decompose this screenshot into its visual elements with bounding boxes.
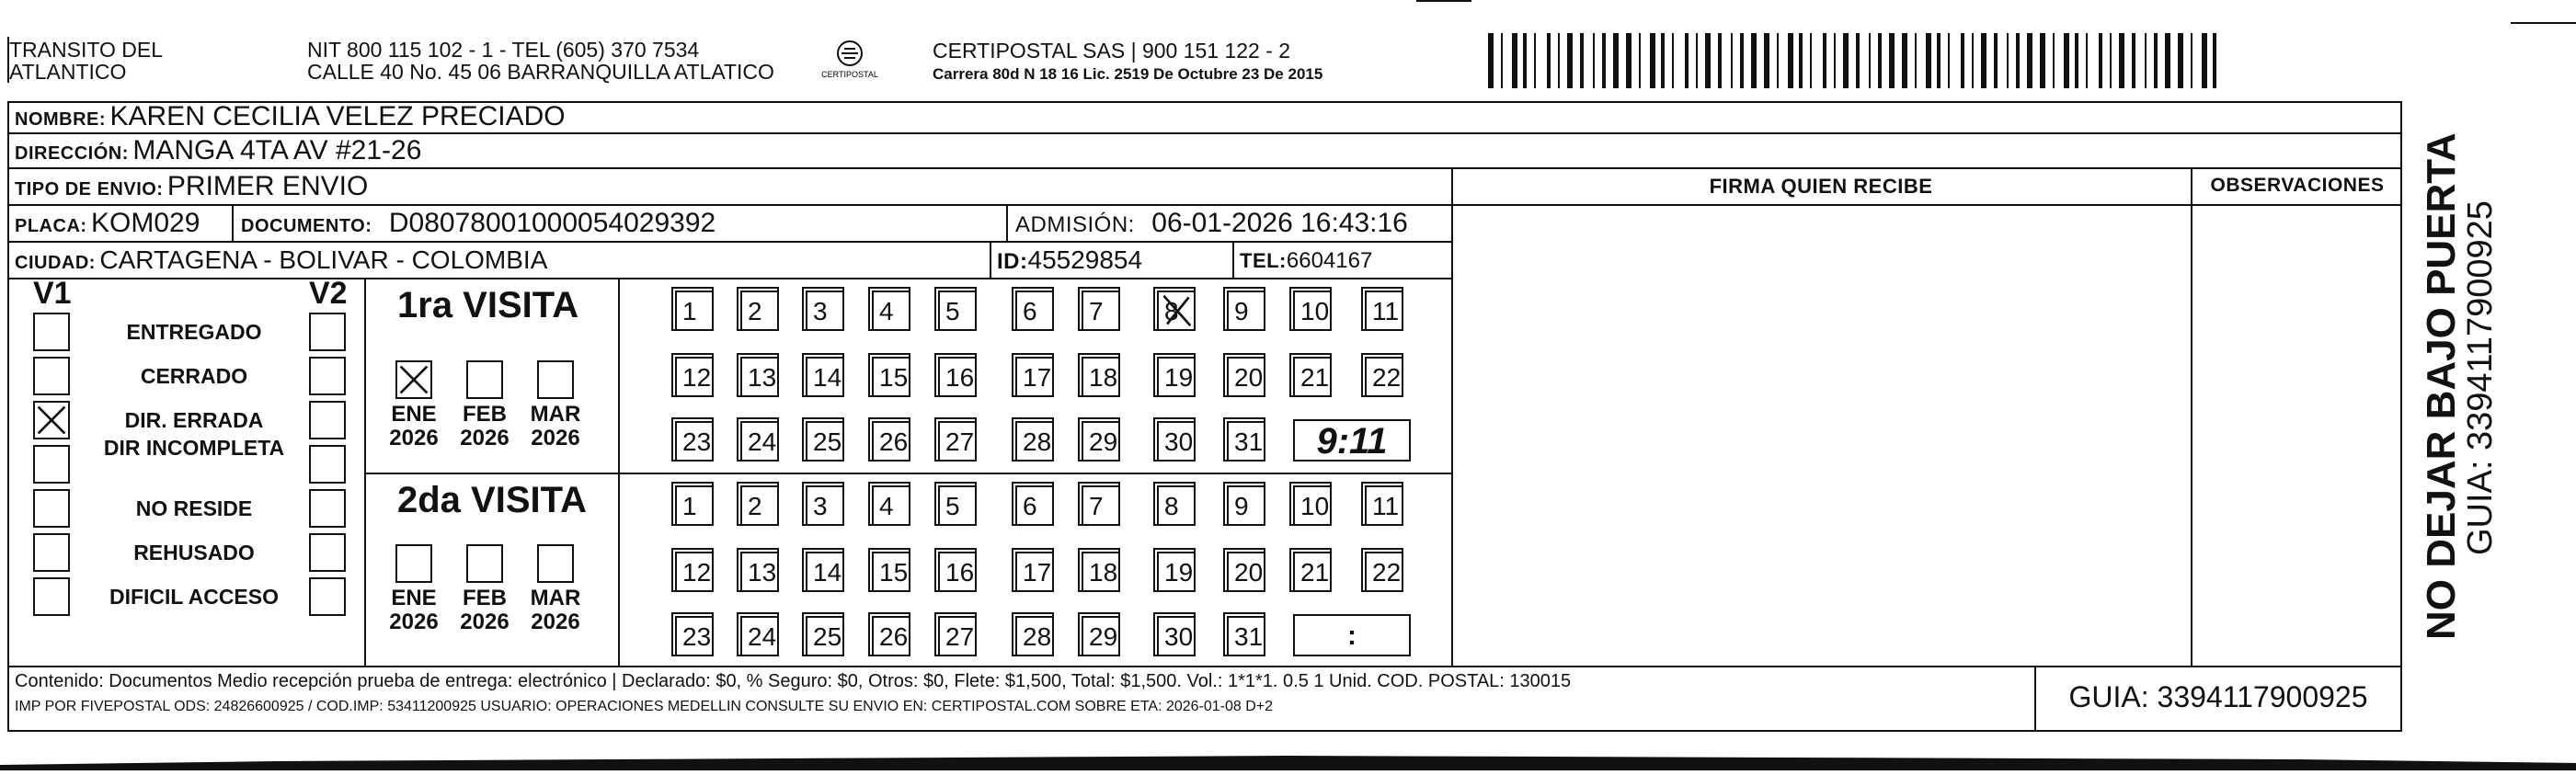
day-box[interactable] [938, 291, 977, 331]
day-number: 20 [1234, 558, 1264, 587]
v1-checkbox[interactable] [33, 533, 70, 572]
day-number: 27 [945, 427, 975, 456]
day-box[interactable] [1082, 357, 1120, 397]
observaciones-header: OBSERVACIONES [2210, 175, 2385, 196]
day-box[interactable] [1015, 291, 1054, 331]
address-line: CALLE 40 No. 45 06 BARRANQUILLA ATLATICO [307, 60, 774, 84]
day-number: 21 [1300, 558, 1330, 587]
day-number: 7 [1089, 297, 1104, 325]
status-label: REHUSADO [133, 541, 255, 564]
month-label [528, 587, 583, 634]
day-box[interactable] [1293, 291, 1332, 331]
day-number: 6 [1023, 297, 1037, 325]
day-box[interactable] [1227, 616, 1265, 656]
month-year: 2026 [389, 426, 439, 450]
day-box[interactable] [1365, 357, 1403, 397]
day-box[interactable] [675, 616, 714, 656]
month-label [457, 403, 512, 450]
courier-line-2: Carrera 80d N 18 16 Lic. 2519 De Octubre 23 De 2015 [933, 65, 1323, 83]
day-number: 17 [1023, 558, 1052, 587]
v2-checkbox[interactable] [309, 489, 346, 528]
day-number: 16 [945, 558, 975, 587]
day-box[interactable] [1293, 485, 1332, 526]
status-label: DIR. ERRADA [124, 408, 264, 432]
month-label [457, 587, 512, 634]
v2-checkbox[interactable] [309, 357, 346, 395]
day-box[interactable] [806, 485, 844, 526]
day-box[interactable] [938, 485, 977, 526]
ciudad-label: CIUDAD: [15, 253, 96, 273]
day-number: 11 [1372, 492, 1400, 520]
day-number: 3 [813, 492, 828, 520]
day-number: 19 [1164, 558, 1194, 587]
month-checkbox[interactable] [466, 360, 503, 399]
firma-area[interactable] [1453, 206, 2189, 664]
day-number: 5 [945, 297, 960, 325]
day-number: 30 [1164, 427, 1194, 456]
day-number: 31 [1234, 622, 1264, 651]
firma-header: FIRMA QUIEN RECIBE [1709, 175, 1933, 198]
day-number: 24 [748, 622, 777, 651]
day-number: 23 [682, 622, 712, 651]
certipostal-logo [813, 37, 887, 83]
month-checkbox[interactable] [395, 360, 432, 399]
month-name: FEB [463, 402, 507, 427]
status-label: ENTREGADO [126, 320, 262, 344]
day-box[interactable] [872, 616, 910, 656]
ciudad-value: CARTAGENA - BOLIVAR - COLOMBIA [99, 245, 548, 274]
day-number: 10 [1300, 492, 1330, 520]
day-box[interactable] [675, 552, 714, 592]
placa-label: PLACA: [15, 216, 87, 236]
day-box[interactable] [1157, 357, 1196, 397]
month-label [386, 587, 441, 634]
ciudad-field [15, 243, 547, 282]
placa-field [15, 206, 200, 245]
month-checkbox[interactable] [466, 544, 503, 583]
day-box[interactable] [806, 291, 844, 331]
day-number: 30 [1164, 622, 1194, 651]
day-box[interactable] [872, 421, 910, 462]
month-checkbox[interactable] [395, 544, 432, 583]
day-number: 13 [748, 363, 777, 392]
day-box[interactable] [1082, 421, 1120, 462]
documento-label: DOCUMENTO: [241, 216, 372, 236]
tipo-envio-field [15, 169, 368, 209]
barcode [1488, 33, 2219, 88]
day-box[interactable] [1157, 291, 1196, 331]
status-label: NO RESIDE [135, 496, 253, 520]
day-box[interactable] [675, 485, 714, 526]
admision-field [1015, 206, 1408, 245]
day-number: 16 [945, 363, 975, 392]
visit2-title: 2da VISITA [397, 480, 587, 520]
day-number: 24 [748, 427, 777, 456]
v2-checkbox[interactable] [309, 577, 346, 616]
day-box[interactable] [806, 421, 844, 462]
day-number: 4 [879, 492, 894, 520]
day-number: 2 [748, 492, 762, 520]
day-number: 17 [1023, 363, 1052, 392]
day-number: 6 [1023, 492, 1037, 520]
month-name: MAR [530, 586, 581, 610]
observaciones-area[interactable] [2192, 206, 2400, 664]
day-box[interactable] [938, 357, 977, 397]
direccion-label: DIRECCIÓN: [15, 143, 129, 164]
day-box[interactable] [1293, 357, 1332, 397]
day-box[interactable] [1082, 616, 1120, 656]
v1-checkbox[interactable] [33, 577, 70, 616]
day-box[interactable] [1157, 616, 1196, 656]
day-number: 2 [748, 297, 762, 325]
day-number: 3 [813, 297, 828, 325]
day-number: 5 [945, 492, 960, 520]
v2-checkbox[interactable] [309, 445, 346, 484]
month-year: 2026 [460, 426, 509, 450]
day-number: 31 [1234, 427, 1264, 456]
day-number: 14 [813, 558, 842, 587]
nombre-value: KAREN CECILIA VELEZ PRECIADO [109, 101, 566, 131]
day-number: 15 [879, 558, 909, 587]
day-number: 25 [813, 622, 842, 651]
day-box[interactable] [938, 421, 977, 462]
v1-checkbox[interactable] [33, 401, 70, 439]
day-number: 18 [1089, 363, 1118, 392]
day-box[interactable] [938, 616, 977, 656]
logo-text: CERTIPOSTAL [821, 70, 878, 79]
day-box[interactable] [1082, 485, 1120, 526]
id-value: 45529854 [1027, 245, 1143, 274]
side-guia: GUIA: 3394117900925 [2461, 200, 2500, 555]
day-box[interactable] [1082, 552, 1120, 592]
day-number: 20 [1234, 363, 1264, 392]
day-box[interactable] [1365, 291, 1403, 331]
day-box[interactable] [740, 616, 779, 656]
id-label: ID: [997, 249, 1028, 274]
nombre-label: NOMBRE: [15, 109, 107, 130]
day-number: 27 [945, 622, 975, 651]
day-box[interactable] [1015, 485, 1054, 526]
footer-content-line: Contenido: Documentos Medio recepción prueba de entrega: electrónico | Declarado: $0, % Seguro: $0, Otros: $0, Flete: $1,500, Total: $1,500. Vol.: 1*1*1. 0.5 1 Unid. COD. POSTAL: 130015 [15, 671, 1572, 691]
day-box[interactable] [1015, 421, 1054, 462]
status-label: DIR INCOMPLETA [103, 436, 285, 460]
day-box[interactable] [675, 291, 714, 331]
day-number: 11 [1372, 297, 1400, 325]
day-box[interactable] [872, 357, 910, 397]
day-number: 15 [879, 363, 909, 392]
tel-value: 6604167 [1286, 248, 1373, 273]
day-number: 18 [1089, 558, 1118, 587]
direccion-field [15, 134, 421, 172]
day-number: 12 [682, 558, 712, 587]
day-box[interactable] [1015, 552, 1054, 592]
admision-value: 06-01-2026 16:43:16 [1151, 208, 1408, 238]
nombre-field [15, 101, 566, 137]
v2-header: V2 [309, 276, 348, 311]
visit-time-box[interactable]: 9:11 [1293, 419, 1411, 462]
month-year: 2026 [389, 610, 439, 634]
month-year: 2026 [531, 610, 580, 634]
day-number: 28 [1023, 622, 1052, 651]
status-label: DIFICIL ACCESO [109, 585, 279, 609]
id-field [997, 243, 1142, 282]
day-number: 26 [879, 427, 909, 456]
courier-info [933, 39, 1322, 84]
day-box[interactable] [806, 552, 844, 592]
day-box[interactable] [1015, 357, 1054, 397]
month-name: FEB [463, 586, 507, 610]
company-line-2: ATLANTICO [9, 60, 127, 84]
day-box[interactable] [1227, 421, 1265, 462]
footer-print-line: IMP POR FIVEPOSTAL ODS: 24826600925 / COD.IMP: 53411200925 USUARIO: OPERACIONES MEDELLIN CONSULTE SU ENVIO EN: CERTIPOSTAL.COM SOBRE ETA: 2026-01-08 D+2 [15, 699, 1274, 714]
day-number: 7 [1089, 492, 1104, 520]
day-number: 14 [813, 363, 842, 392]
v1-header: V1 [33, 276, 72, 311]
day-box[interactable] [740, 291, 779, 331]
company-name [9, 39, 163, 83]
day-box[interactable] [1227, 291, 1265, 331]
v2-checkbox[interactable] [309, 533, 346, 572]
day-box[interactable] [675, 357, 714, 397]
day-box[interactable] [1227, 485, 1265, 526]
admision-label: ADMISIÓN: [1015, 212, 1135, 237]
day-box[interactable] [1157, 552, 1196, 592]
v1-checkbox[interactable] [33, 313, 70, 351]
month-label [386, 403, 441, 450]
v1-checkbox[interactable] [33, 357, 70, 395]
month-name: MAR [530, 402, 581, 427]
day-box[interactable] [1365, 552, 1403, 592]
month-checkbox[interactable] [537, 360, 574, 399]
day-box[interactable] [740, 552, 779, 592]
day-box[interactable] [1227, 552, 1265, 592]
day-box[interactable] [1227, 357, 1265, 397]
visit-time-box[interactable]: : [1293, 614, 1411, 656]
day-number: 29 [1089, 427, 1118, 456]
nit-line: NIT 800 115 102 - 1 - TEL (605) 370 7534 [307, 38, 700, 62]
documento-value: D080780010000540293​92 [388, 208, 716, 238]
day-number: 26 [879, 622, 909, 651]
day-box[interactable] [1157, 485, 1196, 526]
day-box[interactable] [740, 421, 779, 462]
status-label: CERRADO [140, 364, 248, 388]
day-number: 19 [1164, 363, 1194, 392]
day-number: 29 [1089, 622, 1118, 651]
v1-checkbox[interactable] [33, 445, 70, 484]
day-number: 9 [1234, 297, 1249, 325]
day-box[interactable] [872, 485, 910, 526]
day-box[interactable] [1015, 616, 1054, 656]
day-number: 12 [682, 363, 712, 392]
direccion-value: MANGA 4TA AV #21-26 [132, 135, 422, 165]
day-number: 8 [1164, 297, 1179, 325]
day-box[interactable] [740, 485, 779, 526]
day-box[interactable] [872, 552, 910, 592]
day-number: 9 [1234, 492, 1249, 520]
day-number: 13 [748, 558, 777, 587]
day-box[interactable] [806, 357, 844, 397]
month-name: ENE [391, 402, 437, 427]
v1-checkbox[interactable] [33, 489, 70, 528]
tipo-envio-value: PRIMER ENVIO [166, 171, 369, 201]
no-dejar-bajo-puerta: NO DEJAR BAJO PUERTA [2419, 132, 2464, 640]
day-number: 22 [1372, 363, 1402, 392]
day-box[interactable] [938, 552, 977, 592]
documento-field [241, 206, 716, 245]
company-contact [307, 39, 774, 83]
month-year: 2026 [460, 610, 509, 634]
day-box[interactable] [872, 291, 910, 331]
month-checkbox[interactable] [537, 544, 574, 583]
day-box[interactable] [1157, 421, 1196, 462]
day-number: 1 [682, 492, 697, 520]
day-number: 23 [682, 427, 712, 456]
courier-line-1: CERTIPOSTAL SAS | 900 151 122 - 2 [933, 39, 1291, 63]
month-name: ENE [391, 586, 437, 610]
day-box[interactable] [1293, 552, 1332, 592]
company-line-1: TRANSITO DEL [9, 38, 163, 62]
tel-field [1240, 245, 1372, 280]
day-number: 1 [682, 297, 697, 325]
footer-guia: GUIA: 3394117900925 [2068, 680, 2368, 713]
day-box[interactable] [806, 616, 844, 656]
day-number: 22 [1372, 558, 1402, 587]
day-number: 10 [1300, 297, 1330, 325]
tel-label: TEL: [1240, 249, 1287, 272]
v2-checkbox[interactable] [309, 401, 346, 439]
day-box[interactable] [740, 357, 779, 397]
day-number: 21 [1300, 363, 1330, 392]
day-number: 25 [813, 427, 842, 456]
placa-value: KOM029 [91, 208, 200, 238]
day-number: 4 [879, 297, 894, 325]
day-box[interactable] [675, 421, 714, 462]
day-number: 8 [1164, 492, 1179, 520]
month-label [528, 403, 583, 450]
tipo-envio-label: TIPO DE ENVIO: [15, 179, 164, 199]
v2-checkbox[interactable] [309, 313, 346, 351]
visit1-title: 1ra VISITA [397, 285, 579, 325]
day-box[interactable] [1082, 291, 1120, 331]
bottom-band [0, 752, 2576, 770]
day-number: 28 [1023, 427, 1052, 456]
day-box[interactable] [1365, 485, 1403, 526]
month-year: 2026 [531, 426, 580, 450]
